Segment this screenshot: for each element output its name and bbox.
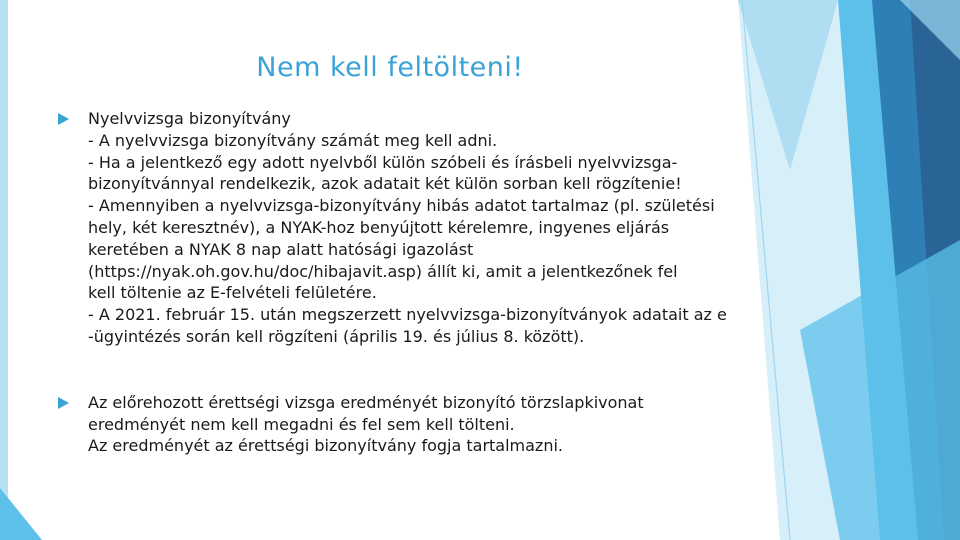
bullet-item-language-exam — [58, 108, 808, 348]
bullet-line: - Ha a jelentkező egy adott nyelvből külön szóbeli és írásbeli nyelvvizsga- — [88, 152, 678, 172]
bullet-item-early-matura — [58, 392, 808, 457]
bullet-line: -ügyintézés során kell rögzíteni (április 19. és július 8. között). — [88, 326, 585, 346]
slide-body — [58, 108, 808, 457]
triangle-right-icon — [58, 397, 69, 409]
bullet-line: hely, két keresztnév), a NYAK-hoz benyújtott kérelemre, ingyenes eljárás — [88, 217, 670, 237]
bullet-line: - A nyelvvizsga bizonyítvány számát meg kell adni. — [88, 130, 498, 150]
slide-title: Nem kell feltölteni! — [256, 52, 524, 83]
triangle-right-icon — [58, 113, 69, 125]
bullet-line: - Amennyiben a nyelvvizsga-bizonyítvány hibás adatot tartalmaz (pl. születési — [88, 196, 715, 216]
bullet-line: Nyelvvizsga bizonyítvány — [88, 109, 291, 128]
bullet-line: (https://nyak.oh.gov.hu/doc/hibajavit.asp) állít ki, amit a jelentkezőnek fel — [88, 261, 678, 281]
bullet-line: Az előrehozott érettségi vizsga eredményét bizonyító törzslapkivonat — [88, 392, 644, 412]
bullet-line: keretében a NYAK 8 nap alatt hatósági igazolást — [88, 239, 474, 259]
bullet-line: - A 2021. február 15. után megszerzett nyelvvizsga-bizonyítványok adatait az e — [88, 305, 727, 325]
bullet-line: bizonyítvánnyal rendelkezik, azok adatait két külön sorban kell rögzítenie! — [88, 174, 682, 194]
bullet-line: Az eredményét az érettségi bizonyítvány fogja tartalmazni. — [88, 436, 563, 456]
bullet-line: kell töltenie az E-felvételi felületére. — [88, 283, 377, 303]
bullet-line: eredményét nem kell megadni és fel sem kell tölteni. — [88, 414, 515, 434]
